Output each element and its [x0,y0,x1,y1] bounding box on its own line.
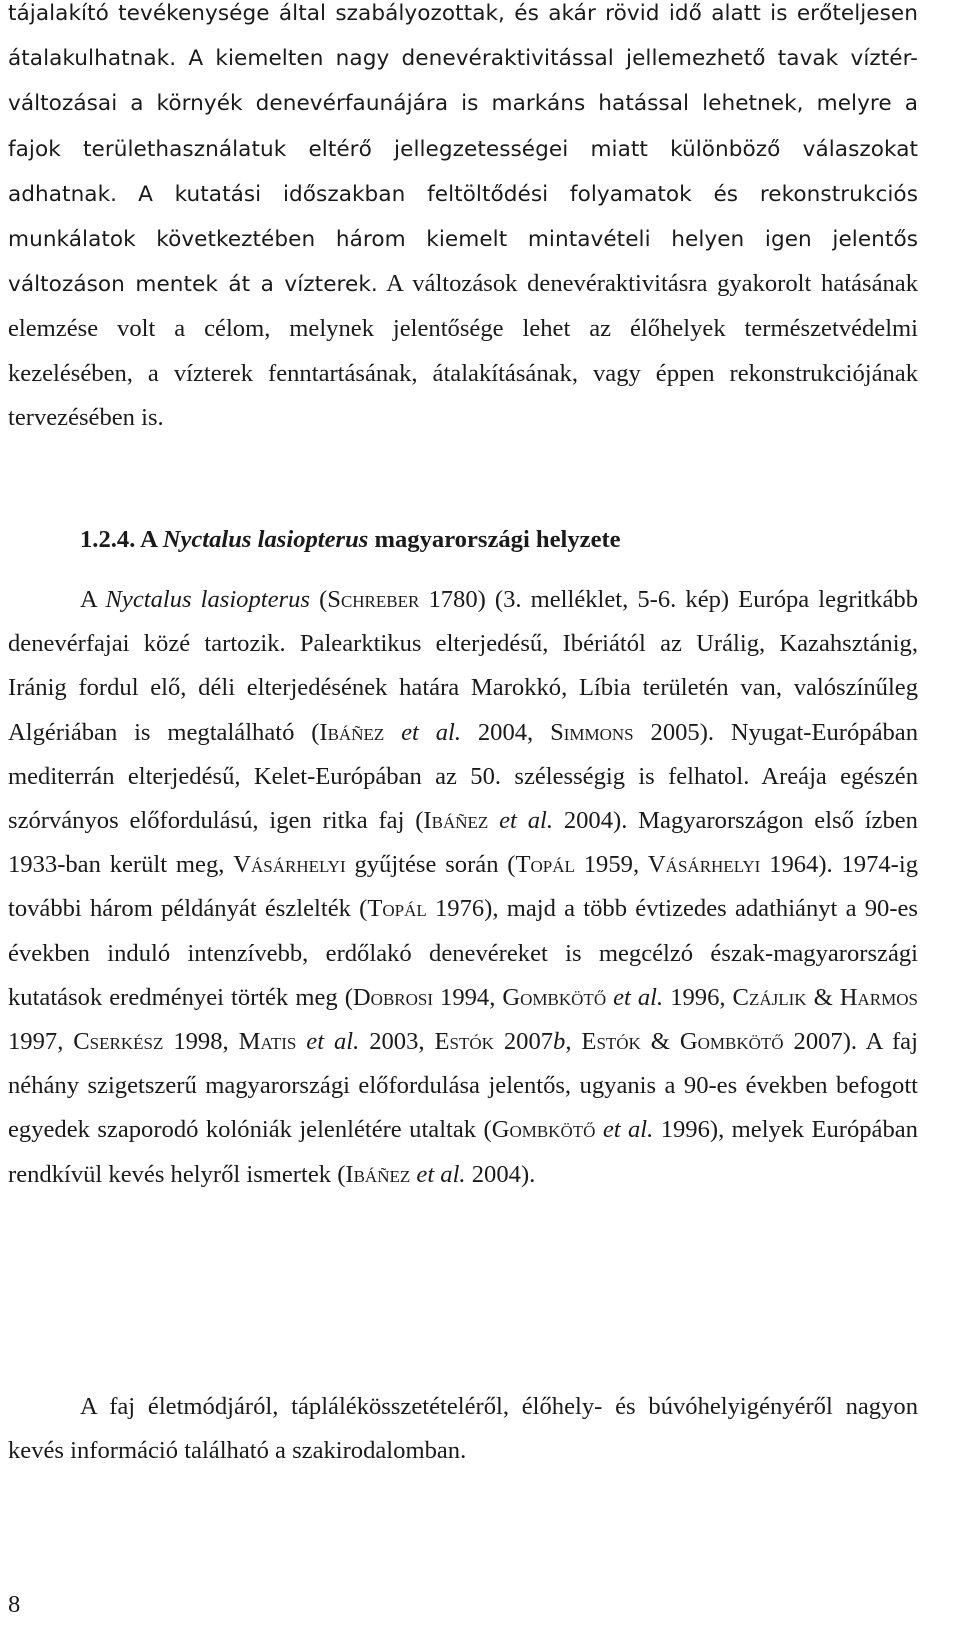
author-name: Simmons [550,718,634,746]
author-name: Topál [515,851,575,879]
author-name: Gombkötő [502,983,607,1011]
paragraph-bat-activity [8,0,918,440]
author-name: Gombkötő [491,1116,596,1144]
text-fragment: 2004, [477,718,534,746]
et-al: et al. [613,983,664,1011]
text-fragment: A [80,586,97,613]
heading-article: A [140,526,157,553]
text-fragment: 2003, [369,1028,425,1056]
text-fragment: gyűjtése során ( [354,851,516,879]
heading-species-name: Nyctalus lasiopterus [162,526,369,553]
page-number: 8 [8,1591,21,1618]
et-al: et al. [499,807,553,835]
text-fragment: 1976), majd a több évtizedes adathiányt a 90-es években induló intenzívebb, erdőlakó denevéreket is megcélzó észak-magyarországi kutatások eredményei törték meg ( [8,895,919,1011]
section-number: 1.2.4. [80,526,136,553]
text-fragment: 1780) (3. melléklet, 5-6. kép) Európa legritkább denevérfajai közé tartozik. Palearktikus elterjedésű, Ibériától az Urálig, Kazahsztánig, Iránig fordul elő, déli elterjedésének határa Marokkó, Líbia területén van, valószínűleg Algériában is megtalálható ( [8,586,918,746]
paragraph-lifestyle: A faj életmódjáról, táplálékösszetételéről, élőhely- és búvóhelyigényéről nagyon kevés információ található a szakirodalomban. [8,1393,918,1465]
text-fragment: 2007). A faj néhány szigetszerű magyarországi előfordulása jelentős, ugyanis a 90-es években befogott egyedek szaporodó kolóniák jelenlétére utaltak ( [8,1028,918,1144]
et-al: et al. [416,1160,466,1188]
text-fragment: 1998, [173,1028,229,1056]
et-al: et al. [306,1028,360,1056]
text-fragment: 1959, [583,851,640,879]
author-name: Estók [434,1028,494,1056]
section-heading [80,518,621,562]
year-suffix: b [553,1028,566,1056]
text-fragment: , [565,1028,572,1056]
et-al: et al. [602,1116,654,1144]
text-fragment: 1964). 1974-ig további három példányát észlelték ( [8,851,918,923]
et-al: et al. [401,718,461,746]
sentence-lake-changes: tájalakító tevékenysége által szabályozottak, és akár rövid idő alatt is erőteljesen átalakulhatnak. A kiemelten nagy denevéraktivitással jellemezhető tavak víztér-változásai a környék denevérfaunájára is markáns hatással lehetnek, melyre a fajok területhasználatuk eltérő jellegzetességei miatt különböző válaszokat adhatnak. [8,1,918,207]
text-fragment: & [650,1028,670,1056]
author-name: Vásárhelyi [647,851,761,879]
author-name: Topál [367,895,427,923]
author-name: Ibáñez [345,1160,411,1188]
text-fragment: 1994, [440,983,496,1011]
text-fragment: ( [319,586,328,613]
author-name: Ibáñez [319,718,385,746]
text-fragment: 1996, [670,983,726,1011]
text-fragment: & [813,983,833,1011]
text-fragment: 1996), melyek Európában rendkívül kevés helyről ismertek ( [8,1116,918,1188]
text-fragment: 2007 [503,1028,554,1056]
author-name: Gombkötő [679,1028,784,1056]
author-name: Matis [238,1028,297,1056]
author-name: Cserkész [73,1028,164,1056]
text-fragment: 2005). Nyugat-Európában mediterrán elterjedésű, Kelet-Európában az 50. szélességig is felhatol. Areája egészén szórványos előfordulású, igen ritka faj ( [8,718,919,835]
sentence-aim: A változások denevéraktivitásra gyakorolt hatásának elemzése volt a célom, melynek jelentősége lehet az élőhelyek természetvédelmi kezelésében, a vízterek fenntartásának, átalakításának, vagy éppen rekonstrukciójának tervezésében is. [8,270,918,431]
author-name: Ibáñez [423,807,489,835]
heading-subtitle: magyarországi helyzete [374,526,621,553]
species-name: Nyctalus lasiopterus [105,586,310,613]
text-fragment: 2004). [471,1160,536,1188]
author-name: Czájlik [732,983,807,1011]
text-fragment: 2004). Magyarországon első ízben 1933-ban került meg, [8,807,918,879]
text-fragment: 1997, [8,1028,64,1056]
author-name: Schreber [327,586,420,613]
author-name: Harmos [839,983,918,1011]
author-name: Estók [581,1028,641,1056]
sentence-research-period: A kutatási időszakban feltöltődési folyamatok és rekonstrukciós munkálatok következtében három kiemelt mintavételi helyen igen jelentős változáson mentek át a vízterek. [8,181,918,298]
author-name: Dobrosi [352,983,434,1011]
author-name: Vásárhelyi [233,851,346,879]
paragraph-species-status [8,578,918,1197]
